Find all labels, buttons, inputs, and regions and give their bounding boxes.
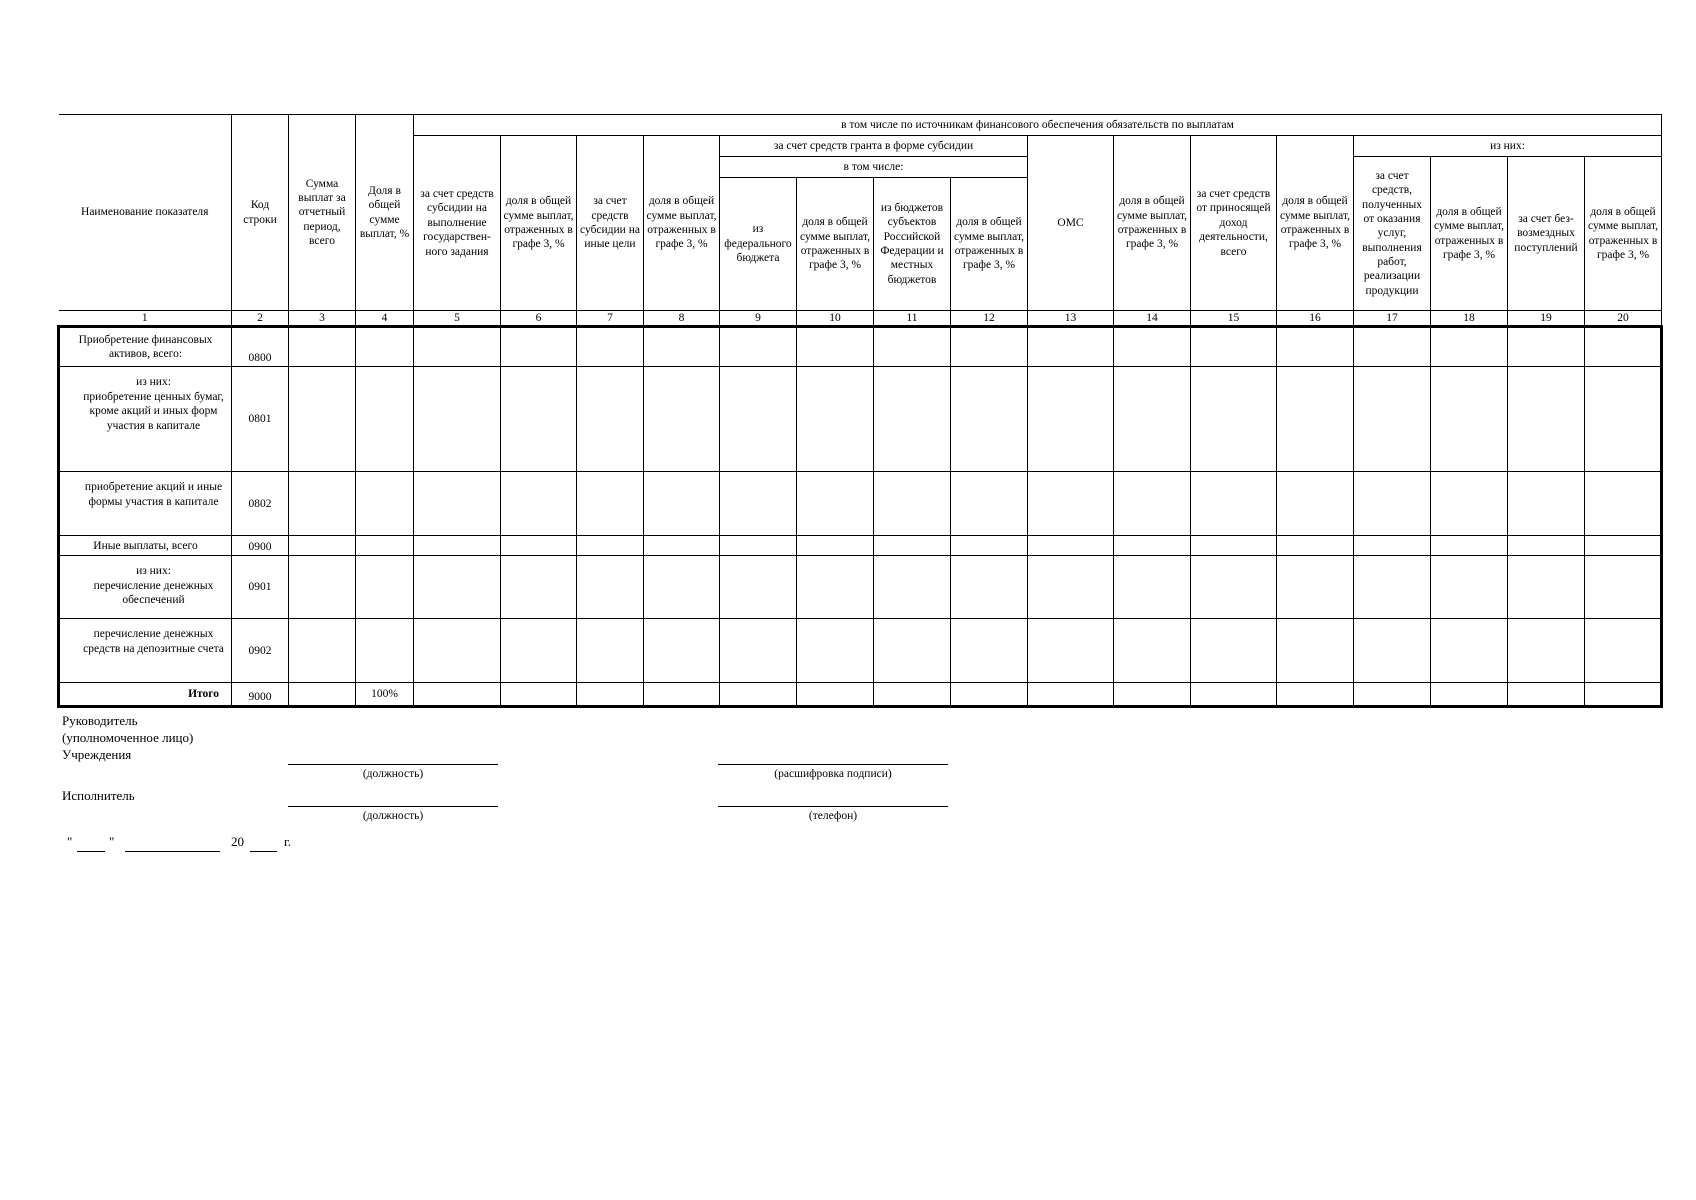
- data-cell[interactable]: [1431, 556, 1508, 619]
- date-open-quote: ": [67, 834, 73, 849]
- data-cell[interactable]: [1277, 367, 1354, 472]
- data-cell[interactable]: [951, 327, 1028, 367]
- date-close-quote: ": [109, 834, 115, 849]
- executor-position-caption: (должность): [362, 810, 424, 822]
- data-cell[interactable]: [501, 683, 577, 707]
- header-col17: за счет средств, полученных от оказания услуг, выполнения работ, реализации продукции: [1354, 157, 1431, 311]
- column-number: 19: [1508, 311, 1585, 327]
- header-col14: доля в общей сумме выплат, отраженных в графе 3, %: [1114, 136, 1191, 311]
- data-cell[interactable]: [720, 683, 797, 707]
- header-name: Наименование показателя: [59, 115, 232, 311]
- data-cell[interactable]: [644, 367, 720, 472]
- data-cell[interactable]: [1277, 619, 1354, 683]
- data-cell[interactable]: [720, 472, 797, 536]
- header-sources-group: в том числе по источникам финансового обеспечения обязательств по выплатам: [414, 115, 1662, 136]
- column-number: 4: [356, 311, 414, 327]
- header-col20: доля в общей сумме выплат, отраженных в графе 3, %: [1585, 157, 1662, 311]
- row-name: приобретение акций и иные формы участия в капитале: [59, 472, 232, 536]
- report-sheet: [57, 114, 1658, 708]
- header-grant-subgroup: в том числе:: [720, 157, 1028, 178]
- data-cell[interactable]: [356, 536, 414, 556]
- header-col8: доля в общей сумме выплат, отраженных в графе 3, %: [644, 136, 720, 311]
- data-cell[interactable]: [1354, 367, 1431, 472]
- data-cell[interactable]: [797, 683, 874, 707]
- payments-table: [57, 114, 1663, 708]
- column-number: 11: [874, 311, 951, 327]
- row-code: 0900: [232, 536, 289, 556]
- data-cell[interactable]: [356, 556, 414, 619]
- data-cell[interactable]: [356, 619, 414, 683]
- data-cell[interactable]: [720, 367, 797, 472]
- data-cell[interactable]: [1191, 536, 1277, 556]
- row-code: 0902: [232, 619, 289, 683]
- date-month-line[interactable]: [125, 851, 220, 852]
- data-cell[interactable]: [720, 619, 797, 683]
- data-cell[interactable]: [874, 619, 951, 683]
- header-grant-group: за счет средств гранта в форме субсидии: [720, 136, 1028, 157]
- data-cell[interactable]: [874, 367, 951, 472]
- data-cell[interactable]: [1508, 327, 1585, 367]
- data-cell[interactable]: [1431, 367, 1508, 472]
- data-cell[interactable]: [501, 536, 577, 556]
- header-total: Сумма выплат за отчетный период, всего: [289, 115, 356, 311]
- head-label-line3: Учреждения: [62, 747, 132, 762]
- head-position-line[interactable]: [288, 764, 498, 765]
- data-cell[interactable]: [1277, 327, 1354, 367]
- data-cell[interactable]: [874, 683, 951, 707]
- data-cell[interactable]: [797, 327, 874, 367]
- data-cell[interactable]: [1585, 683, 1662, 707]
- data-cell[interactable]: [797, 619, 874, 683]
- data-cell[interactable]: [414, 472, 501, 536]
- data-cell[interactable]: [1354, 472, 1431, 536]
- data-cell[interactable]: [874, 472, 951, 536]
- column-number: 9: [720, 311, 797, 327]
- header-col18: доля в общей сумме выплат, отраженных в графе 3, %: [1431, 157, 1508, 311]
- data-cell[interactable]: [1354, 536, 1431, 556]
- column-number: 14: [1114, 311, 1191, 327]
- data-cell[interactable]: [577, 327, 644, 367]
- data-cell[interactable]: [720, 536, 797, 556]
- data-cell[interactable]: [797, 367, 874, 472]
- data-cell[interactable]: [577, 619, 644, 683]
- table-row: [59, 327, 1662, 367]
- head-decoding-caption: (расшифровка подписи): [774, 768, 892, 780]
- column-number: 2: [232, 311, 289, 327]
- header-col9: из федерального бюджета: [720, 178, 797, 311]
- data-cell[interactable]: [1431, 619, 1508, 683]
- data-cell[interactable]: [797, 556, 874, 619]
- data-cell[interactable]: [951, 619, 1028, 683]
- data-cell[interactable]: [1114, 472, 1191, 536]
- header-col5: за счет средств субсидии на выполнение государствен-ного задания: [414, 136, 501, 311]
- data-cell[interactable]: [1585, 619, 1662, 683]
- data-cell[interactable]: [414, 619, 501, 683]
- data-cell[interactable]: [1585, 472, 1662, 536]
- data-cell[interactable]: [1585, 556, 1662, 619]
- data-cell[interactable]: [797, 536, 874, 556]
- header-col15: за счет средств от приносящей доход деятельности, всего: [1191, 136, 1277, 311]
- data-cell[interactable]: [1028, 536, 1114, 556]
- data-cell[interactable]: [644, 683, 720, 707]
- column-number: 3: [289, 311, 356, 327]
- data-cell[interactable]: [1354, 327, 1431, 367]
- data-cell[interactable]: [1508, 367, 1585, 472]
- executor-phone-line[interactable]: [718, 806, 948, 807]
- data-cell[interactable]: [577, 367, 644, 472]
- date-year-suffix: г.: [284, 834, 292, 849]
- data-cell[interactable]: [1585, 367, 1662, 472]
- data-cell[interactable]: [289, 367, 356, 472]
- table-row: [59, 367, 1662, 472]
- data-cell[interactable]: [1585, 327, 1662, 367]
- row-code: 0801: [232, 367, 289, 472]
- column-number: 10: [797, 311, 874, 327]
- header-col11: из бюджетов субъектов Российской Федерации и местных бюджетов: [874, 178, 951, 311]
- data-cell[interactable]: [1585, 536, 1662, 556]
- column-number: 16: [1277, 311, 1354, 327]
- data-cell[interactable]: [1191, 683, 1277, 707]
- data-cell[interactable]: [1114, 367, 1191, 472]
- data-cell[interactable]: [720, 327, 797, 367]
- executor-position-line[interactable]: [288, 806, 498, 807]
- data-cell[interactable]: [1114, 327, 1191, 367]
- column-numbers-row: [59, 311, 1662, 327]
- data-cell[interactable]: [951, 367, 1028, 472]
- data-cell[interactable]: [356, 367, 414, 472]
- row-name: из них: перечисление денежных обеспечений: [59, 556, 232, 619]
- data-cell[interactable]: [1114, 683, 1191, 707]
- header-col13: ОМС: [1028, 136, 1114, 311]
- head-label-block: [62, 712, 193, 763]
- column-number: 5: [414, 311, 501, 327]
- header-col12: доля в общей сумме выплат, отраженных в графе 3, %: [951, 178, 1028, 311]
- data-cell[interactable]: [1431, 683, 1508, 707]
- data-cell[interactable]: [1431, 536, 1508, 556]
- data-cell[interactable]: [1191, 367, 1277, 472]
- data-cell[interactable]: [951, 536, 1028, 556]
- row-name: Итого: [59, 683, 232, 707]
- column-number: 1: [59, 311, 232, 327]
- data-cell[interactable]: [414, 556, 501, 619]
- data-cell[interactable]: [1191, 619, 1277, 683]
- data-cell[interactable]: [577, 536, 644, 556]
- data-cell[interactable]: [1431, 472, 1508, 536]
- data-cell[interactable]: [289, 472, 356, 536]
- data-cell[interactable]: [1114, 556, 1191, 619]
- data-cell[interactable]: [414, 536, 501, 556]
- data-cell[interactable]: [951, 472, 1028, 536]
- header-share: Доля в общей сумме выплат, %: [356, 115, 414, 311]
- data-cell[interactable]: [1354, 619, 1431, 683]
- data-cell[interactable]: [1114, 536, 1191, 556]
- header-of-them-group: из них:: [1354, 136, 1662, 157]
- data-cell[interactable]: [644, 556, 720, 619]
- data-cell[interactable]: [356, 327, 414, 367]
- column-number: 8: [644, 311, 720, 327]
- data-cell[interactable]: [1277, 683, 1354, 707]
- data-cell[interactable]: [1114, 619, 1191, 683]
- data-cell[interactable]: [951, 556, 1028, 619]
- row-name: Приобретение финансовых активов, всего:: [59, 327, 232, 367]
- data-cell[interactable]: [501, 556, 577, 619]
- data-cell[interactable]: [501, 367, 577, 472]
- data-cell[interactable]: [1028, 556, 1114, 619]
- data-cell[interactable]: [356, 472, 414, 536]
- data-cell[interactable]: [289, 556, 356, 619]
- data-cell[interactable]: [1028, 367, 1114, 472]
- header-col10: доля в общей сумме выплат, отраженных в графе 3, %: [797, 178, 874, 311]
- data-cell[interactable]: [720, 556, 797, 619]
- data-cell[interactable]: [1354, 683, 1431, 707]
- data-cell[interactable]: [644, 472, 720, 536]
- data-cell[interactable]: [577, 472, 644, 536]
- data-cell[interactable]: [1191, 327, 1277, 367]
- data-cell[interactable]: [644, 327, 720, 367]
- data-cell[interactable]: [797, 472, 874, 536]
- row-code: 0901: [232, 556, 289, 619]
- data-cell[interactable]: [1431, 327, 1508, 367]
- table-row: [59, 683, 1662, 707]
- data-cell[interactable]: [414, 683, 501, 707]
- row-code: 0800: [232, 327, 289, 367]
- date-year-prefix: 20: [231, 834, 244, 849]
- data-cell[interactable]: [1028, 683, 1114, 707]
- data-cell[interactable]: [1354, 556, 1431, 619]
- data-cell[interactable]: [577, 683, 644, 707]
- head-position-caption: (должность): [362, 768, 424, 780]
- header-col6: доля в общей сумме выплат, отраженных в графе 3, %: [501, 136, 577, 311]
- data-cell[interactable]: [1277, 472, 1354, 536]
- data-cell[interactable]: [501, 472, 577, 536]
- data-cell[interactable]: [1028, 327, 1114, 367]
- data-cell[interactable]: [1191, 556, 1277, 619]
- column-number: 7: [577, 311, 644, 327]
- row-share-cell[interactable]: 100%: [356, 683, 414, 707]
- table-row: [59, 472, 1662, 536]
- data-cell[interactable]: [1508, 556, 1585, 619]
- data-cell[interactable]: [501, 619, 577, 683]
- row-code: 9000: [232, 683, 289, 707]
- data-cell[interactable]: [874, 327, 951, 367]
- head-label-line2: (уполномоченное лицо): [62, 730, 194, 745]
- data-cell[interactable]: [414, 327, 501, 367]
- data-cell[interactable]: [414, 367, 501, 472]
- column-number: 17: [1354, 311, 1431, 327]
- date-day-line[interactable]: [77, 851, 105, 852]
- data-cell[interactable]: [1191, 472, 1277, 536]
- column-number: 20: [1585, 311, 1662, 327]
- head-label-line1: Руководитель: [62, 713, 138, 728]
- table-row: [59, 536, 1662, 556]
- column-number: 18: [1431, 311, 1508, 327]
- header-col19: за счет без-возмездных поступлений: [1508, 157, 1585, 311]
- column-number: 12: [951, 311, 1028, 327]
- data-cell[interactable]: [1028, 619, 1114, 683]
- data-cell[interactable]: [1508, 619, 1585, 683]
- row-name: Иные выплаты, всего: [59, 536, 232, 556]
- table-row: [59, 619, 1662, 683]
- data-cell[interactable]: [577, 556, 644, 619]
- column-number: 15: [1191, 311, 1277, 327]
- data-cell[interactable]: [644, 619, 720, 683]
- column-number: 6: [501, 311, 577, 327]
- data-cell[interactable]: [951, 683, 1028, 707]
- data-cell[interactable]: [644, 536, 720, 556]
- data-cell[interactable]: [874, 536, 951, 556]
- data-cell[interactable]: [289, 683, 356, 707]
- data-cell[interactable]: [1508, 472, 1585, 536]
- row-name: из них: приобретение ценных бумаг, кроме акций и иных форм участия в капитале: [59, 367, 232, 472]
- data-cell[interactable]: [1277, 536, 1354, 556]
- header-code: Код строки: [232, 115, 289, 311]
- data-cell[interactable]: [1028, 472, 1114, 536]
- header-col7: за счет средств субсидии на иные цели: [577, 136, 644, 311]
- row-name: перечисление денежных средств на депозитные счета: [59, 619, 232, 683]
- table-body: [59, 327, 1662, 707]
- data-cell[interactable]: [1508, 683, 1585, 707]
- date-year-line[interactable]: [250, 851, 277, 852]
- column-number: 13: [1028, 311, 1114, 327]
- data-cell[interactable]: [1277, 556, 1354, 619]
- head-signature-line[interactable]: [718, 764, 948, 765]
- executor-phone-caption: (телефон): [808, 810, 858, 822]
- row-code: 0802: [232, 472, 289, 536]
- data-cell[interactable]: [501, 327, 577, 367]
- executor-label: Исполнитель: [62, 788, 135, 803]
- data-cell[interactable]: [289, 619, 356, 683]
- data-cell[interactable]: [289, 536, 356, 556]
- header-col16: доля в общей сумме выплат, отраженных в графе 3, %: [1277, 136, 1354, 311]
- data-cell[interactable]: [874, 556, 951, 619]
- table-row: [59, 556, 1662, 619]
- data-cell[interactable]: [1508, 536, 1585, 556]
- data-cell[interactable]: [289, 327, 356, 367]
